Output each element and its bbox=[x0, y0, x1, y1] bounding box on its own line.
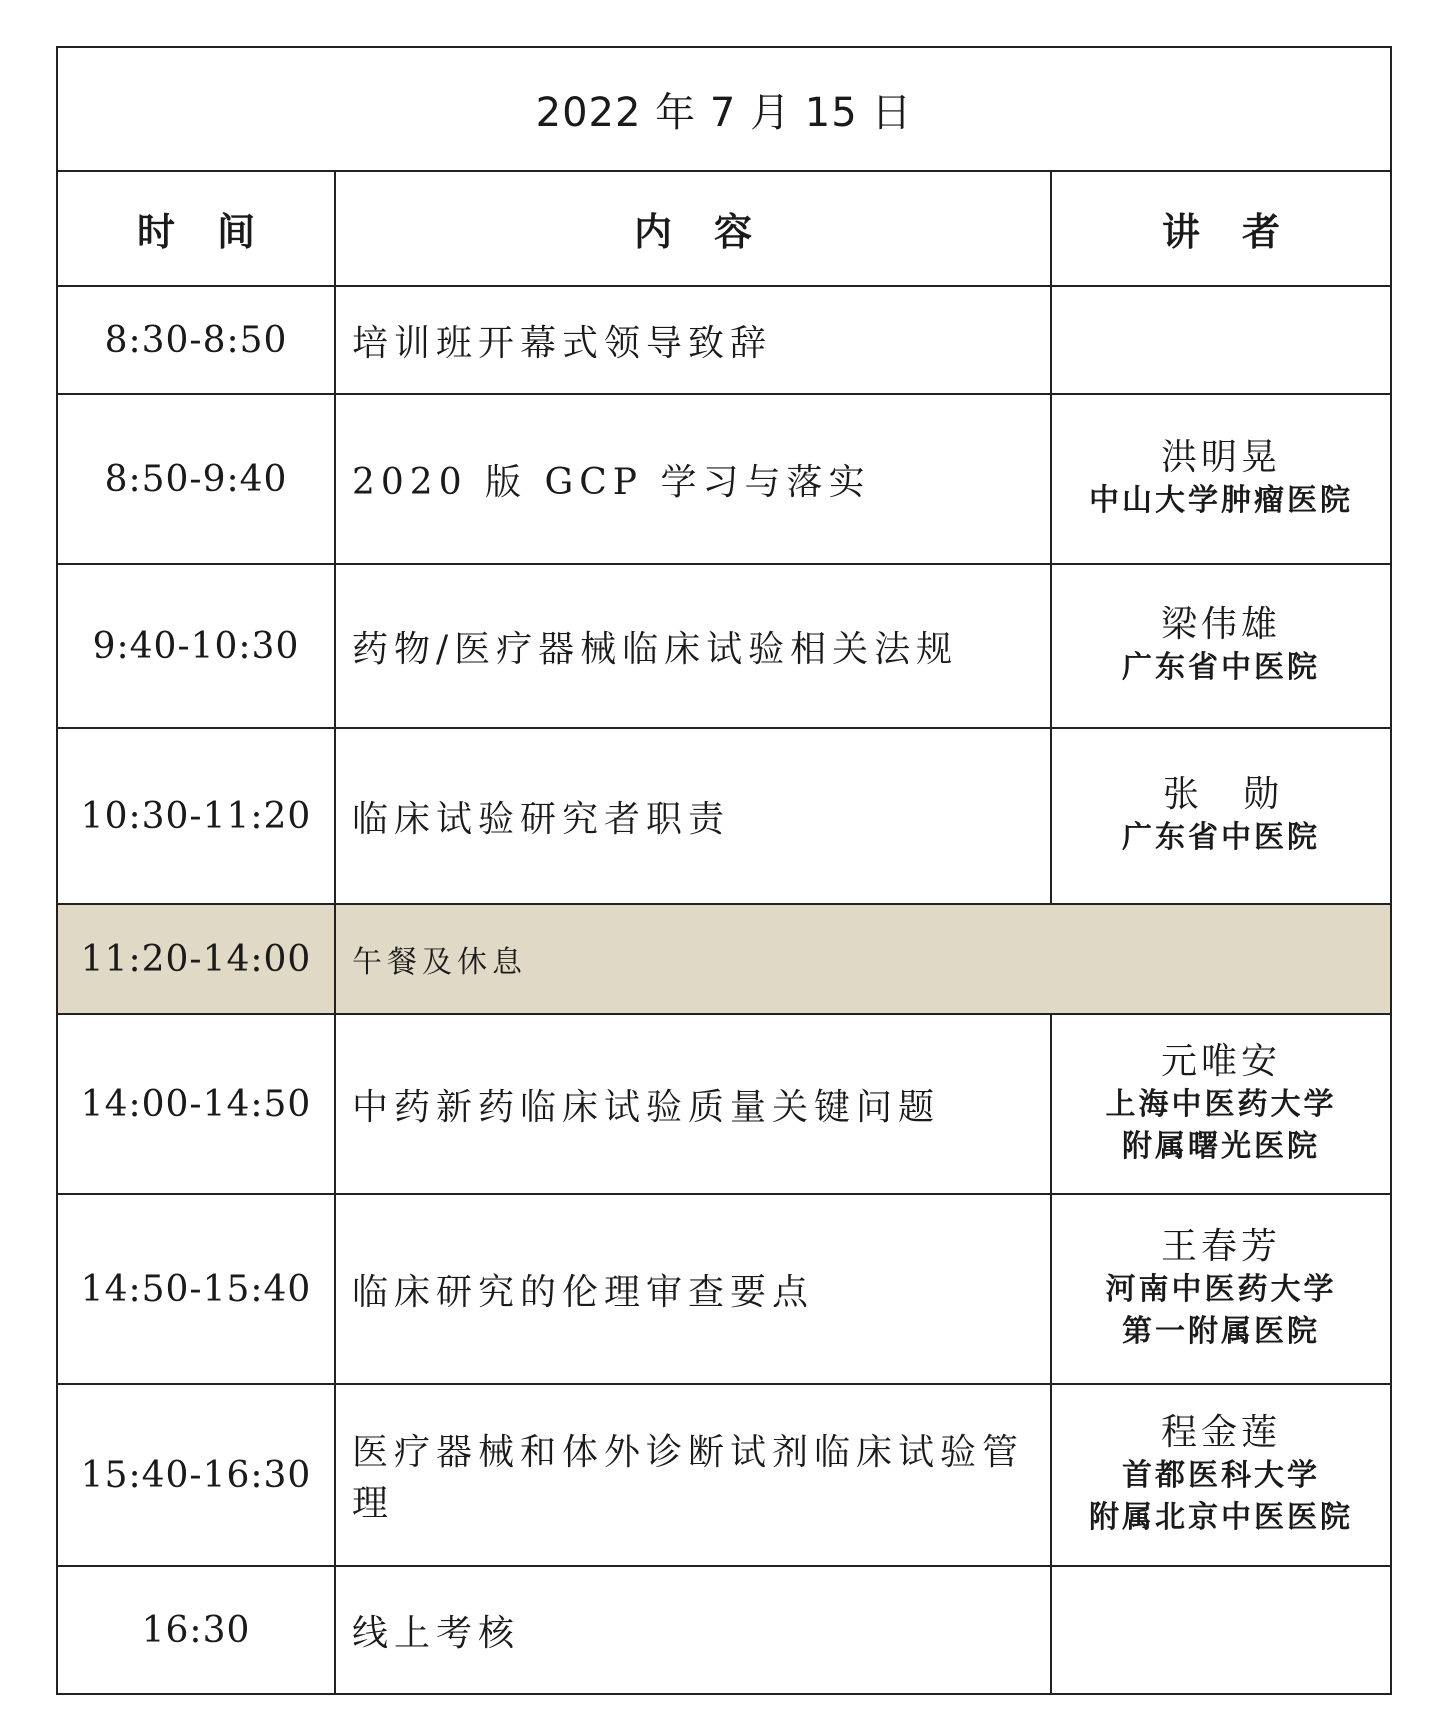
content-cell: 2020 版 GCP 学习与落实 bbox=[335, 394, 1051, 564]
speaker-name: 梁伟雄 bbox=[1161, 604, 1282, 645]
speaker-org: 河南中医药大学 bbox=[1105, 1272, 1337, 1307]
time-cell: 14:50-15:40 bbox=[57, 1194, 335, 1384]
header-content: 内容 bbox=[335, 171, 1051, 286]
speaker-org: 广东省中医院 bbox=[1122, 820, 1320, 855]
content-cell: 线上考核 bbox=[335, 1566, 1051, 1694]
table-row bbox=[57, 394, 1391, 564]
content-cell: 临床试验研究者职责 bbox=[335, 728, 1051, 904]
content-cell: 培训班开幕式领导致辞 bbox=[335, 286, 1051, 394]
speaker-name: 张勋 bbox=[1163, 774, 1324, 815]
header-row bbox=[57, 171, 1391, 286]
time-cell: 16:30 bbox=[57, 1566, 335, 1694]
speaker-cell bbox=[1051, 728, 1391, 904]
date-title: 2022 年 7 月 15 日 bbox=[57, 47, 1391, 171]
time-cell: 15:40-16:30 bbox=[57, 1384, 335, 1566]
time-cell: 10:30-11:20 bbox=[57, 728, 335, 904]
speaker-cell bbox=[1051, 1384, 1391, 1566]
speaker-org: 广东省中医院 bbox=[1122, 650, 1320, 685]
speaker-org: 第一附属医院 bbox=[1122, 1314, 1320, 1349]
speaker-name: 元唯安 bbox=[1161, 1041, 1282, 1082]
speaker-cell bbox=[1051, 564, 1391, 728]
table-row bbox=[57, 1014, 1391, 1194]
content-cell: 药物/医疗器械临床试验相关法规 bbox=[335, 564, 1051, 728]
header-speaker: 讲者 bbox=[1051, 171, 1391, 286]
header-time: 时间 bbox=[57, 171, 335, 286]
content-cell: 临床研究的伦理审查要点 bbox=[335, 1194, 1051, 1384]
time-cell: 8:50-9:40 bbox=[57, 394, 335, 564]
speaker-cell bbox=[1051, 1014, 1391, 1194]
speaker-org: 附属曙光医院 bbox=[1122, 1129, 1320, 1164]
time-cell: 9:40-10:30 bbox=[57, 564, 335, 728]
time-cell: 8:30-8:50 bbox=[57, 286, 335, 394]
speaker-cell bbox=[1051, 1194, 1391, 1384]
time-cell: 11:20-14:00 bbox=[57, 904, 335, 1014]
table-row bbox=[57, 1384, 1391, 1566]
table-row bbox=[57, 1194, 1391, 1384]
time-cell: 14:00-14:50 bbox=[57, 1014, 335, 1194]
content-cell: 午餐及休息 bbox=[335, 904, 1391, 1014]
content-cell: 医疗器械和体外诊断试剂临床试验管理 bbox=[335, 1384, 1051, 1566]
speaker-cell bbox=[1051, 286, 1391, 394]
speaker-org: 中山大学肿瘤医院 bbox=[1089, 483, 1353, 518]
speaker-cell bbox=[1051, 1566, 1391, 1694]
break-row bbox=[57, 904, 1391, 1014]
content-cell: 中药新药临床试验质量关键问题 bbox=[335, 1014, 1051, 1194]
speaker-name: 王春芳 bbox=[1161, 1226, 1282, 1267]
table-row bbox=[57, 1566, 1391, 1694]
speaker-cell bbox=[1051, 394, 1391, 564]
speaker-name: 洪明晃 bbox=[1161, 437, 1282, 478]
speaker-org: 首都医科大学 bbox=[1122, 1458, 1320, 1493]
speaker-org: 上海中医药大学 bbox=[1105, 1087, 1337, 1122]
schedule-table bbox=[56, 46, 1392, 1695]
speaker-org: 附属北京中医医院 bbox=[1089, 1500, 1353, 1535]
table-row bbox=[57, 728, 1391, 904]
table-row bbox=[57, 286, 1391, 394]
speaker-name: 程金莲 bbox=[1161, 1412, 1282, 1453]
table-row bbox=[57, 564, 1391, 728]
